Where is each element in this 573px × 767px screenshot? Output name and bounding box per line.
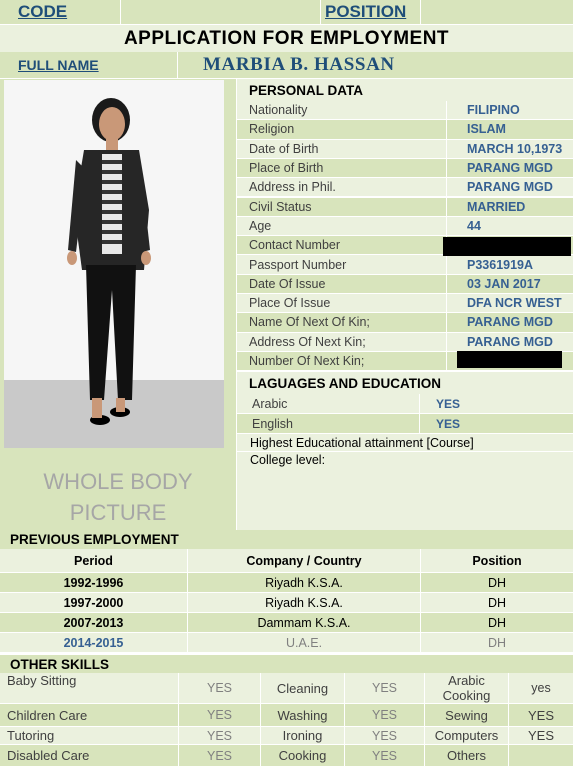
languages-header <box>236 372 573 394</box>
personal-row-value-cell <box>446 159 573 178</box>
position-cell <box>320 0 420 24</box>
skill-name: Computers <box>434 728 499 743</box>
skill-value: YES <box>527 728 554 743</box>
personal-row-label: Date of Birth <box>249 141 319 156</box>
personal-row-label-cell <box>236 120 446 139</box>
photo-caption-line1: WHOLE BODY <box>43 469 193 494</box>
employment-row-company-cell <box>187 613 420 633</box>
form-title-bar <box>0 25 573 52</box>
period-header: Period <box>74 553 113 568</box>
skill-name: Washing <box>277 707 328 723</box>
personal-row-label-cell <box>236 198 446 217</box>
employment-row-company-cell <box>187 573 420 593</box>
skill-name: Sewing <box>445 707 488 723</box>
personal-row-value: DFA NCR WEST <box>467 296 562 311</box>
full-name-value-cell <box>177 52 573 78</box>
personal-row-value: MARCH 10,1973 <box>467 141 563 156</box>
skill-value-cell <box>344 704 424 727</box>
personal-row-label: Religion <box>249 122 295 137</box>
full-name-value: MARBIA B. HASSAN <box>203 54 395 75</box>
employment-col-company <box>187 549 420 573</box>
employment-col-position <box>420 549 573 573</box>
skill-value: YES <box>371 681 397 695</box>
personal-row-label: Place Of Issue <box>249 296 331 311</box>
skill-name-cell <box>424 704 508 727</box>
code-label: CODE <box>18 2 68 21</box>
personal-row-value: PARANG MGD <box>467 315 553 330</box>
personal-row-label-cell <box>236 294 446 313</box>
personal-row-label-cell <box>236 313 446 332</box>
skill-value-cell <box>508 727 573 745</box>
employment-row-period: 2014-2015 <box>63 635 124 650</box>
skills-header <box>0 655 573 673</box>
personal-row-value: PARANG MGD <box>467 180 553 195</box>
personal-row-value-cell <box>446 333 573 352</box>
skill-name: Baby Sitting <box>7 673 77 688</box>
employment-row-position: DH <box>487 575 507 590</box>
form-title: APPLICATION FOR EMPLOYMENT <box>123 27 450 49</box>
employment-row-position: DH <box>487 615 507 630</box>
personal-row-label-cell <box>236 255 446 274</box>
company-header: Company / Country <box>246 553 362 568</box>
skill-name: Others <box>446 748 486 763</box>
personal-row-value: PARANG MGD <box>467 161 553 176</box>
skill-name-cell <box>260 704 344 727</box>
skill-value: YES <box>206 728 232 743</box>
employment-row-position-cell <box>420 633 573 653</box>
personal-row-label: Age <box>249 218 272 233</box>
personal-row-label: Address in Phil. <box>249 180 336 195</box>
employment-row-period: 1997-2000 <box>63 595 124 610</box>
skill-name-cell <box>0 673 178 704</box>
personal-row-value: P3361919A <box>467 257 534 272</box>
person-silhouette-icon <box>4 80 224 448</box>
personal-row-label-cell <box>236 159 446 178</box>
college-cell[interactable] <box>236 452 573 530</box>
personal-data-title: PERSONAL DATA <box>249 82 364 98</box>
employment-row-company: Dammam K.S.A. <box>257 615 351 630</box>
personal-row-label: Number Of Next Kin; <box>249 354 365 369</box>
personal-row-value-cell <box>446 198 573 217</box>
personal-row-value: 03 JAN 2017 <box>467 276 541 291</box>
photo-caption <box>0 466 236 528</box>
skill-name-cell <box>260 727 344 745</box>
employment-col-period <box>0 549 187 573</box>
language-row-label-cell <box>236 394 419 414</box>
skill-name: Cooking <box>278 748 327 763</box>
personal-row-label: Address Of Next Kin; <box>249 334 366 349</box>
full-name-label-cell <box>0 52 177 78</box>
skill-name-cell <box>0 727 178 745</box>
employment-row-company: U.A.E. <box>285 635 323 650</box>
skill-value: YES <box>206 708 232 722</box>
employment-header <box>0 530 573 549</box>
skill-name-cell <box>260 673 344 704</box>
skill-value-cell <box>508 673 573 704</box>
employment-row-position-cell <box>420 593 573 613</box>
personal-row-value-cell <box>446 255 573 274</box>
skill-name-cell <box>424 745 508 767</box>
contact-number-redaction <box>443 237 571 256</box>
skill-value-cell <box>508 704 573 727</box>
personal-row-value-cell <box>446 294 573 313</box>
skill-value-cell <box>178 727 260 745</box>
skill-value: YES <box>206 681 232 695</box>
skill-name: Cleaning <box>276 680 329 696</box>
language-row-label-cell <box>236 414 419 434</box>
language-row-label: English <box>252 416 293 431</box>
personal-row-label-cell <box>236 333 446 352</box>
skill-name-cell <box>0 745 178 767</box>
skill-value-cell <box>178 704 260 727</box>
personal-row-label-cell <box>236 178 446 197</box>
personal-row-label: Nationality <box>249 103 308 118</box>
employment-row-company: Riyadh K.S.A. <box>265 595 343 610</box>
employment-row-period-cell <box>0 613 187 633</box>
personal-row-value-cell <box>446 313 573 332</box>
personal-row-value-cell <box>446 140 573 159</box>
position-label: POSITION <box>325 2 407 21</box>
personal-row-label: Contact Number <box>249 238 341 253</box>
skill-value-cell <box>344 673 424 704</box>
personal-row-label-cell <box>236 236 446 255</box>
skill-value: YES <box>206 748 232 763</box>
personal-row-value-cell <box>446 275 573 294</box>
skill-name: Children Care <box>7 707 88 723</box>
code-cell <box>0 0 120 24</box>
language-row-label: Arabic <box>252 396 288 411</box>
skill-value: YES <box>527 707 554 723</box>
personal-row-value: PARANG MGD <box>467 334 553 349</box>
kin-number-redaction <box>457 351 562 368</box>
personal-row-label-cell <box>236 140 446 159</box>
skill-value: YES <box>371 728 397 743</box>
employment-row-position: DH <box>487 635 507 650</box>
code-value-cell[interactable] <box>120 0 320 24</box>
skill-name: Tutoring <box>7 728 55 743</box>
position-header: Position <box>472 553 522 568</box>
language-row-value-cell <box>419 394 573 414</box>
college-label: College level: <box>250 453 326 467</box>
skill-name-cell <box>424 727 508 745</box>
personal-row-label-cell <box>236 217 446 236</box>
skill-value: yes <box>531 681 551 695</box>
employment-row-company-cell <box>187 593 420 613</box>
personal-row-value-cell <box>446 120 573 139</box>
applicant-photo <box>4 80 224 448</box>
personal-row-value: 44 <box>467 218 481 233</box>
personal-row-value: ISLAM <box>467 122 506 137</box>
skill-value-cell <box>344 745 424 767</box>
personal-data-header <box>236 79 573 101</box>
position-value-cell[interactable] <box>420 0 573 24</box>
personal-row-value-cell <box>446 178 573 197</box>
skill-value-cell <box>344 727 424 745</box>
full-name-label: FULL NAME <box>18 57 99 73</box>
education-row <box>236 434 573 452</box>
personal-row-label: Date Of Issue <box>249 276 326 291</box>
personal-row-label: Civil Status <box>249 199 312 214</box>
personal-row-label-cell <box>236 275 446 294</box>
employment-title: PREVIOUS EMPLOYMENT <box>10 532 179 547</box>
personal-row-value: MARRIED <box>467 199 526 214</box>
skill-name: Ironing <box>282 728 323 743</box>
language-row-value: YES <box>436 396 461 411</box>
skill-value: YES <box>371 708 397 722</box>
skill-name-cell <box>260 745 344 767</box>
employment-row-position: DH <box>487 595 507 610</box>
employment-row-period-cell <box>0 573 187 593</box>
personal-row-label-cell <box>236 352 446 371</box>
employment-row-position-cell <box>420 613 573 633</box>
personal-row-label: Place of Birth <box>249 161 324 176</box>
skill-name: Disabled Care <box>7 748 90 763</box>
personal-row-value: FILIPINO <box>467 103 520 118</box>
photo-caption-line2: PICTURE <box>69 500 167 525</box>
education-label: Highest Educational attainment [Course] <box>250 435 474 450</box>
skill-value-cell <box>508 745 573 767</box>
language-row-value-cell <box>419 414 573 434</box>
personal-row-value-cell <box>446 217 573 236</box>
language-row-value: YES <box>436 416 461 431</box>
skill-value: YES <box>371 748 397 763</box>
skill-name: Arabic Cooking <box>442 673 491 703</box>
skills-title: OTHER SKILLS <box>10 656 110 672</box>
employment-row-company-cell <box>187 633 420 653</box>
personal-row-value-cell <box>446 101 573 120</box>
employment-row-company: Riyadh K.S.A. <box>265 575 343 590</box>
employment-row-period: 2007-2013 <box>63 615 124 630</box>
employment-row-position-cell <box>420 573 573 593</box>
personal-row-label: Name Of Next Of Kin; <box>249 315 370 330</box>
employment-row-period-cell <box>0 633 187 653</box>
personal-row-label-cell <box>236 101 446 120</box>
employment-row-period: 1992-1996 <box>63 575 124 590</box>
employment-row-period-cell <box>0 593 187 613</box>
skill-value-cell <box>178 673 260 704</box>
skill-name-cell <box>0 704 178 727</box>
languages-title: LAGUAGES AND EDUCATION <box>249 375 441 391</box>
skill-name-cell <box>424 673 508 704</box>
personal-row-label: Passport Number <box>249 257 347 272</box>
skill-value-cell <box>178 745 260 767</box>
